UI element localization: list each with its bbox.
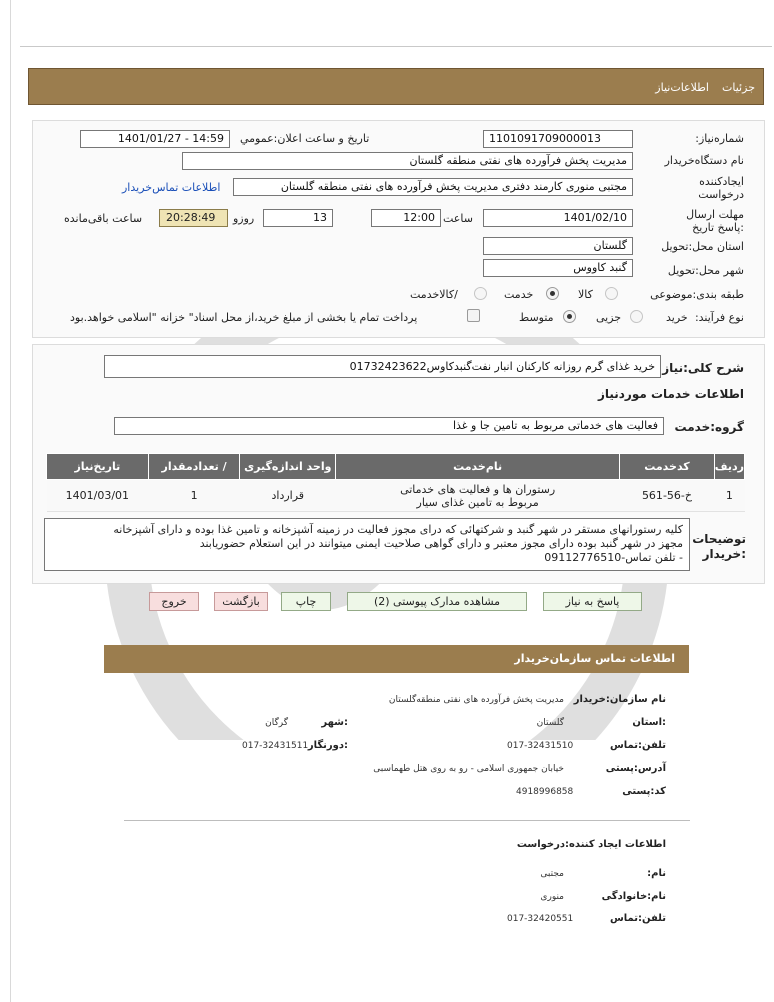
contact-phone-value: 017-32431510 — [507, 741, 574, 751]
creator-phone-value: 017-32420551 — [507, 914, 574, 924]
service-group-label: گروه:خدمت — [674, 420, 744, 434]
buyer-description-box — [44, 518, 690, 571]
cell-row: 1 — [714, 480, 744, 512]
cell-name-line2: مربوط به تامین غذای سیار — [416, 495, 539, 509]
services-table-header — [47, 454, 745, 480]
remaining-time-badge: 20:28:49 — [159, 209, 228, 227]
services-table — [46, 453, 745, 512]
buyer-contact-link[interactable]: اطلاعات تماس‌خریدار — [122, 181, 221, 194]
tab-details[interactable]: جزئیات — [722, 81, 755, 94]
need-number-label: شماره‌نیاز: — [695, 132, 744, 145]
attachments-button[interactable]: مشاهده مدارک پیوستی (2) — [347, 592, 527, 611]
days-label: روزو — [233, 212, 255, 225]
creator-phone-label: تلفن:تماس — [609, 913, 666, 924]
cell-qty: 1 — [148, 480, 240, 512]
province-field: گلستان — [483, 237, 633, 255]
creator-name-value: مجتبی — [540, 869, 564, 879]
creator-label: ایجادکننده درخواست — [698, 175, 744, 201]
category-service-radio[interactable] — [546, 287, 559, 300]
back-button[interactable]: بازگشت — [214, 592, 268, 611]
cell-code: خ-56-561 — [620, 480, 715, 512]
contact-address-label: آدرس:پستی — [605, 763, 666, 774]
contact-divider — [124, 820, 690, 821]
contact-org-value: مدیریت پخش فرآورده های نفتی منطقه‌گلستان — [388, 695, 564, 705]
reply-button[interactable]: پاسخ به نیاز — [543, 592, 642, 611]
col-name: نام‌خدمت — [336, 454, 620, 480]
need-number-field: 1101091709000013 — [483, 130, 633, 148]
table-row — [47, 480, 745, 512]
print-button[interactable]: چاپ — [281, 592, 331, 611]
category-label: طبقه بندی:موضوعی — [650, 288, 744, 301]
contact-phone-label: تلفن:تماس — [609, 740, 666, 751]
page-left-edge — [10, 0, 11, 1002]
summary-title-label: شرح کلی:نیاز — [662, 361, 744, 375]
creator-info-heading: اطلاعات ایجاد کننده:درخواست — [516, 839, 666, 850]
creator-family-value: منوری — [540, 892, 564, 902]
announce-field: 1401/01/27 - 14:59 — [80, 130, 230, 148]
process-medium-radio[interactable] — [563, 310, 576, 323]
process-medium-label: متوسط — [519, 311, 554, 324]
creator-field: مجتبی منوری کارمند دفتری مدیریت پخش فرآورده های نفتی منطقه گلستان — [233, 178, 633, 196]
cell-unit: قرارداد — [240, 480, 336, 512]
contact-section-header: اطلاعات تماس سازمان‌خریدار — [104, 645, 689, 673]
cell-date: 1401/03/01 — [47, 480, 149, 512]
remaining-label: ساعت باقی‌مانده — [64, 212, 143, 225]
city-label: شهر محل:تحویل — [667, 264, 744, 277]
contact-address-value: خیابان جمهوری اسلامی - رو به روی هتل طهماسبی — [373, 764, 564, 774]
service-group-field: فعالیت های خدماتی مربوط به تامین جا و غذا — [114, 417, 664, 435]
description-line-2: مجهز در شهر گنبد بوده دارای مجوز معتبر و دارای گواهی صلاحیت ایمنی میتوانند در این استعلام حضوریابند — [199, 537, 683, 550]
province-label: استان محل:تحویل — [661, 240, 744, 253]
contact-province-label: :استان — [632, 717, 666, 728]
col-code: کدخدمت — [620, 454, 715, 480]
page-top-rule — [20, 46, 772, 47]
col-date: تاریخ‌نیاز — [47, 454, 149, 480]
process-minor-radio[interactable] — [630, 310, 643, 323]
description-line-1: کلیه رستورانهای مستقر در شهر گنبد و شرکتهائی که درای مجوز فعالیت در زمینه آشپزخانه و تامین غذا بوده و دارای آشپزخانه — [113, 523, 683, 536]
cell-name — [336, 480, 620, 512]
treasury-payment-note: پرداخت تمام یا بخشی از مبلغ خرید،از محل اسناد" خزانه "اسلامی خواهد.بود — [70, 311, 418, 324]
deadline-time-label: ساعت — [443, 212, 473, 225]
contact-postal-label: کد:پستی — [622, 786, 666, 797]
summary-title-field: خرید غذای گرم روزانه کارکنان انبار نفت‌گنبدکاوس01732423622 — [104, 355, 661, 378]
col-qty: / تعدادمقدار — [148, 454, 240, 480]
buyer-org-field: مدیریت پخش فرآورده های نفتی منطقه گلستان — [182, 152, 633, 170]
category-service-label: خدمت — [504, 288, 534, 301]
treasury-payment-checkbox[interactable] — [467, 309, 480, 322]
category-goods-label: کالا — [578, 288, 593, 301]
cell-name-line1: رستوران ها و فعالیت های خدماتی — [400, 482, 556, 496]
exit-button[interactable]: خروج — [149, 592, 199, 611]
creator-family-label: نام:خانوادگی — [601, 891, 666, 902]
category-goods-radio[interactable] — [605, 287, 618, 300]
deadline-label: مهلت ارسال :پاسخ تاریخ — [686, 208, 744, 234]
deadline-time-field: 12:00 — [371, 209, 441, 227]
description-line-3: - تلفن تماس-09112776510 — [544, 551, 683, 564]
contact-fax-value: 017-32431511 — [242, 741, 309, 751]
process-minor-label: جزیی — [596, 311, 622, 324]
days-field: 13 — [263, 209, 333, 227]
category-goods-service-radio[interactable] — [474, 287, 487, 300]
contact-org-label: نام سازمان:خریدار — [573, 694, 666, 705]
contact-province-value: گلستان — [536, 718, 564, 728]
city-field: گنبد کاووس — [483, 259, 633, 277]
process-buy-label: خرید — [666, 311, 688, 324]
buyer-org-label: نام دستگاه‌خریدار — [664, 154, 744, 167]
details-header-bar — [28, 68, 764, 105]
col-unit: واحد اندازه‌گیری — [240, 454, 336, 480]
contact-city-value: گرگان — [265, 718, 288, 728]
tab-need-info[interactable]: اطلاعات‌نیاز — [655, 81, 709, 94]
announce-label: تاریخ و ساعت اعلان:عمومي — [240, 132, 370, 145]
creator-name-label: نام: — [647, 868, 666, 879]
process-label: نوع فرآیند: — [694, 311, 744, 324]
contact-postal-value: 4918996858 — [516, 787, 574, 797]
contact-fax-label: :دورنگار — [307, 740, 348, 751]
col-row: ردیف — [714, 454, 744, 480]
deadline-date-field: 1401/02/10 — [483, 209, 633, 227]
category-goods-service-label: /کالاخدمت — [410, 288, 458, 301]
contact-city-label: :شهر — [321, 717, 348, 728]
services-heading: اطلاعات خدمات موردنیاز — [597, 387, 744, 401]
buyer-description-label: توضیحات :خریدار — [692, 532, 746, 561]
